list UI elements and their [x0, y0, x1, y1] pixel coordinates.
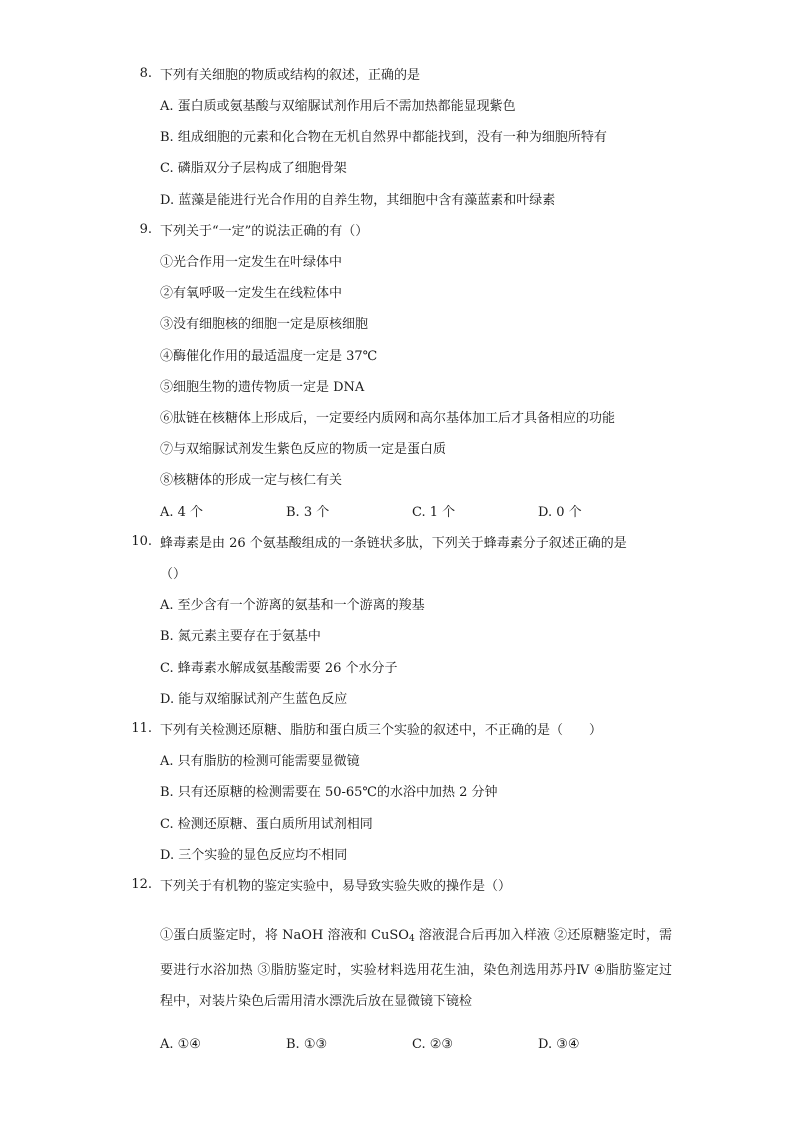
- option-d: D. 能与双缩脲试剂产生蓝色反应: [160, 692, 348, 707]
- question-number: 12.: [131, 877, 152, 892]
- option-c: C. 磷脂双分子层构成了细胞骨架: [160, 161, 347, 176]
- option-c: C. ②③: [412, 1037, 454, 1052]
- option-d: D. 0 个: [538, 505, 582, 520]
- statement-8: ⑧核糖体的形成一定与核仁有关: [160, 473, 343, 488]
- option-b: B. 组成细胞的元素和化合物在无机自然界中都能找到，没有一种为细胞所特有: [160, 130, 607, 145]
- option-b: B. 3 个: [286, 505, 330, 520]
- question-stem: 下列关于有机物的鉴定实验中，易导致实验失败的操作是（）: [160, 879, 512, 894]
- option-d: D. 蓝藻是能进行光合作用的自养生物，其细胞中含有藻蓝素和叶绿素: [160, 193, 556, 208]
- option-b: B. ①③: [286, 1037, 328, 1052]
- statement-6: ⑥肽链在核糖体上形成后，一定要经内质网和高尔基体加工后才具备相应的功能: [160, 411, 616, 426]
- passage-part-1: ①蛋白质鉴定时，将 NaOH 溶液和 CuSO: [160, 928, 409, 943]
- question-stem: 蜂毒素是由 26 个氨基酸组成的一条链状多肽，下列关于蜂毒素分子叙述正确的是: [160, 536, 627, 551]
- option-c: C. 1 个: [412, 505, 456, 520]
- question-stem-continuation: （）: [160, 567, 187, 582]
- option-a: A. 只有脂肪的检测可能需要显微镜: [160, 754, 360, 769]
- option-c: C. 检测还原糖、蛋白质所用试剂相同: [160, 817, 373, 832]
- option-a: A. 蛋白质或氨基酸与双缩脲试剂作用后不需加热都能显现紫色: [160, 99, 516, 114]
- question-number: 8.: [139, 66, 152, 81]
- option-d: D. 三个实验的显色反应均不相同: [160, 848, 348, 863]
- options-row: [160, 503, 680, 523]
- statement-5: ⑤细胞生物的遗传物质一定是 DNA: [160, 380, 365, 395]
- option-a: A. 4 个: [160, 505, 204, 520]
- option-b: B. 氮元素主要存在于氨基中: [160, 629, 321, 644]
- statement-3: ③没有细胞核的细胞一定是原核细胞: [160, 317, 369, 332]
- passage-part-2: 溶液混合后再加入样液 ②还原糖鉴定时，需要进行水浴加热 ③脂肪鉴定时，实验材料选用花生油，染色剂选用苏丹Ⅳ ④脂肪鉴定过程中，对装片染色后需用清水漂洗后放在显微镜下镜检: [160, 928, 673, 1009]
- question-number: 10.: [131, 534, 152, 549]
- statement-2: ②有氧呼吸一定发生在线粒体中: [160, 286, 343, 301]
- option-d: D. ③④: [538, 1037, 580, 1052]
- statement-7: ⑦与双缩脲试剂发生紫色反应的物质一定是蛋白质: [160, 442, 447, 457]
- statement-1: ①光合作用一定发生在叶绿体中: [160, 255, 343, 270]
- question-stem: 下列关于“一定”的说法正确的有（）: [160, 224, 369, 239]
- passage-subscript: 4: [408, 934, 415, 944]
- question-stem: 下列有关细胞的物质或结构的叙述，正确的是: [160, 68, 421, 83]
- option-a: A. ①④: [160, 1037, 201, 1052]
- question-passage: [160, 920, 672, 1017]
- option-c: C. 蜂毒素水解成氨基酸需要 26 个水分子: [160, 661, 398, 676]
- statement-4: ④酶催化作用的最适温度一定是 37℃: [160, 349, 378, 364]
- option-a: A. 至少含有一个游离的氨基和一个游离的羧基: [160, 598, 425, 613]
- option-b: B. 只有还原糖的检测需要在 50-65℃的水浴中加热 2 分钟: [160, 785, 498, 800]
- question-number: 9.: [139, 222, 152, 237]
- options-row: [160, 1035, 680, 1055]
- question-number: 11.: [131, 721, 152, 736]
- question-stem: 下列有关检测还原糖、脂肪和蛋白质三个实验的叙述中，不正确的是（ ）: [160, 723, 603, 738]
